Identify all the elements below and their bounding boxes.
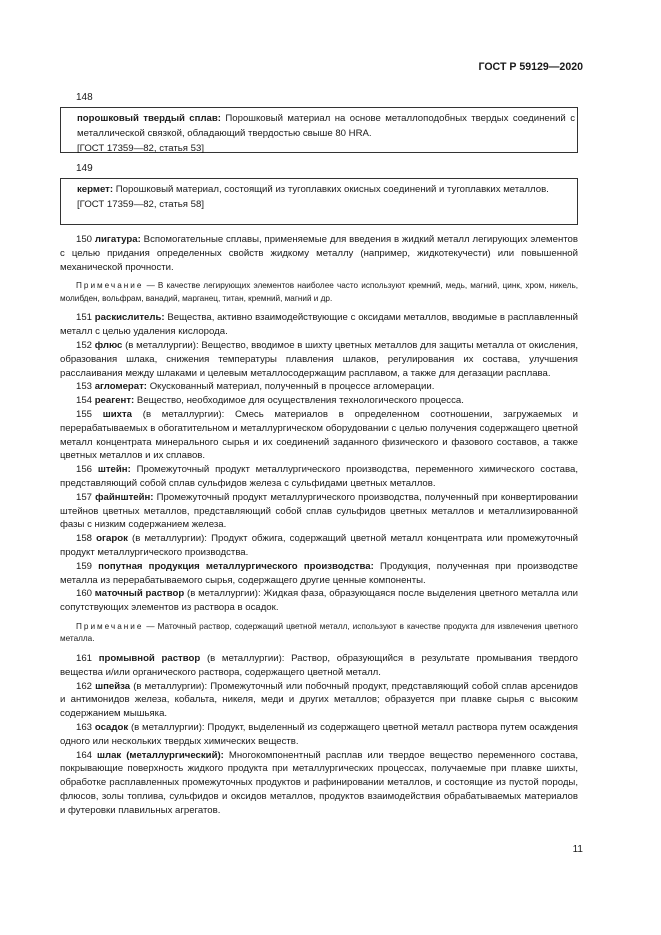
note-160: Примечание — Маточный раствор, содержащий цветной металл, используют в качестве продукта для извлечения цветного металла. — [60, 621, 578, 644]
entry-163: 163 осадок (в металлургии): Продукт, выделенный из содержащего цветной металл раствора путем осаждения одного или нескольких твердых химических веществ. — [60, 721, 578, 747]
entry-161: 161 промывной раствор (в металлургии): Раствор, образующийся в результате промывания твердого вещества и/или органического раствора, содержащего цветной металл. — [60, 652, 578, 678]
term-definition — [77, 182, 577, 197]
entry-157: 157 файнштейн: Промежуточный продукт металлургического производства, полученный при конвертировании штейнов цветных металлов, представляющий собой сплав сульфидов цветных металлов и металлизированной фазы с низким содержанием железа. — [60, 491, 579, 531]
terms-body — [60, 233, 578, 817]
entry-164: 164 шлак (металлургический): Многокомпонентный расплав или твердое вещество переменного состава, покрывающие поверхность жидкого продукта при металлургических процессах, получаемые при плавке шихты, обработке расплавленных промежуточных продуктов и рафинировании металлов, и состоящие из пустой породы, флюсов, золы топлива, сульфидов и оксидов металлов, продуктов взаимодействия обрабатываемых материалов и футеровки плавильных агрегатов. — [60, 749, 579, 816]
entry-151: 151 раскислитель: Вещества, активно взаимодействующие с оксидами металлов, вводимые в расплавленный металл с целью удаления кислорода. — [60, 312, 578, 338]
entry-152: 152 флюс (в металлургии): Вещество, вводимое в шихту цветных металлов для защиты металла от окисления, образования шлака, снижения температуры плавления шлаков, регулирования их состава, улучшения расслаивания между шлаками и целевым металлосодержащим расплавом, а также для дегазации расплава. — [60, 339, 579, 379]
reference: [ГОСТ 17359—82, статья 53] — [77, 143, 204, 154]
entry-159: 159 попутная продукция металлургического производства: Продукция, полученная при производстве металла из перерабатываемого сырья, содержащего другие ценные компоненты. — [60, 560, 578, 586]
entry-155: 155 шихта (в металлургии): Смесь материалов в определенном соотношении, загружаемых и перерабатываемых в обогатительном и металлургическом оборудовании с целью получения содержащего цветной металл концентрата минерального сырья и их соединений заданного физического и фазового составов, а также цветных металлов и их сплавов. — [60, 408, 578, 462]
entry-156: 156 штейн: Промежуточный продукт металлургического производства, переменного химического состава, представляющий собой сплав сульфидов железа с сульфидами цветных металлов. — [60, 464, 578, 489]
entry-150: 150 лигатура: Вспомогательные сплавы, применяемые для введения в жидкий металл легирующих элементов с целью придания определенных свойств жидкому металлу (например, жидкотекучести) или повышенной механической прочности. — [60, 234, 578, 273]
page-number: 11 — [572, 844, 583, 855]
note-150: Примечание — В качестве легирующих элементов наиболее часто используют кремний, медь, магний, цинк, хром, никель, молибден, вольфрам, ванадий, марганец, титан, кремний, магний и др. — [60, 281, 578, 303]
reference: [ГОСТ 17359—82, статья 58] — [77, 199, 204, 210]
document-header: ГОСТ Р 59129—2020 — [478, 61, 583, 73]
entry-158: 158 огарок (в металлургии): Продукт обжига, содержащий цветной металл концентрата или промежуточный продукт металлургического производства. — [60, 533, 578, 558]
term-box-148 — [60, 107, 578, 153]
term-name: кермет: — [77, 184, 114, 195]
term-definition — [77, 111, 577, 141]
term-box-149 — [60, 178, 578, 225]
term-name: порошковый твердый сплав: — [77, 113, 221, 124]
entry-number-148: 148 — [76, 92, 93, 103]
entry-153: 153 агломерат: Окускованный материал, полученный в процессе агломерации. — [76, 381, 435, 393]
definition-text: Порошковый материал, состоящий из тугоплавких окисных соединений и тугоплавких металлов. — [115, 184, 549, 195]
entry-154: 154 реагент: Вещество, необходимое для осуществления технологического процесса. — [76, 395, 464, 407]
entry-160: 160 маточный раствор (в металлургии): Жидкая фаза, образующаяся после выделения цветного металла или сопутствующих элементов из раствора в осадок. — [60, 588, 579, 614]
entry-162: 162 шпейза (в металлургии): Промежуточный или побочный продукт, представляющий собой сплав арсенидов и антимонидов железа, кобальта, никеля, меди и других металлов; образуется при плавке сырья с высоким содержанием мышьяка. — [60, 680, 578, 720]
definition-text: Порошковый материал на основе металлоподобных твердых соединений с металлической связкой, обладающий твердостью свыше 80 HRA. — [77, 113, 575, 139]
entry-number-149: 149 — [76, 163, 93, 174]
